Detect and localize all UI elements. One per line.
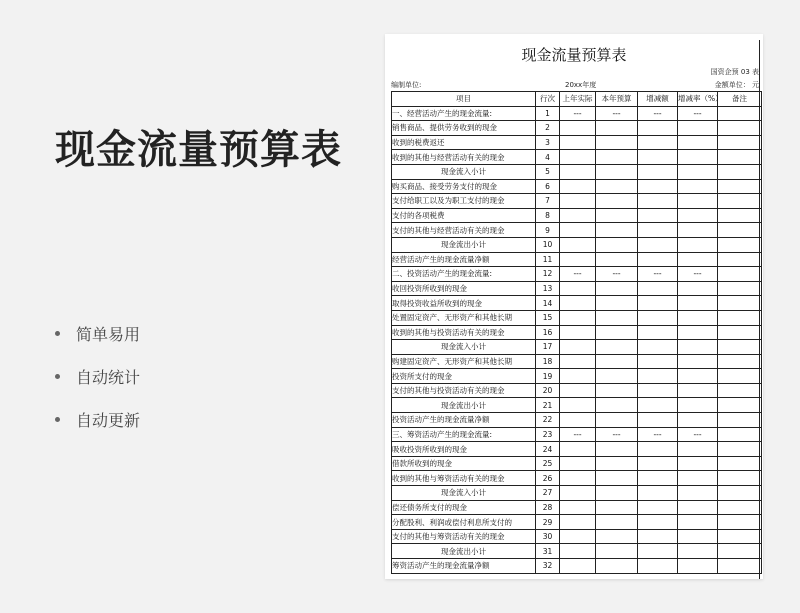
- row-value-cell[interactable]: [560, 413, 596, 428]
- row-value-cell[interactable]: [718, 369, 762, 384]
- row-item-label: 一、经营活动产生的现金流量:: [392, 106, 536, 121]
- row-value-cell[interactable]: [718, 194, 762, 209]
- row-value-cell[interactable]: [718, 544, 762, 559]
- row-line-number: 21: [536, 398, 560, 413]
- feature-item: [55, 398, 140, 441]
- row-value-cell[interactable]: [638, 164, 678, 179]
- row-value-cell[interactable]: [638, 456, 678, 471]
- row-value-cell[interactable]: [560, 486, 596, 501]
- table-row: [392, 544, 762, 559]
- sheet-title: 现金流量预算表: [521, 46, 627, 64]
- row-value-cell[interactable]: [678, 559, 718, 574]
- row-value-cell[interactable]: [560, 354, 596, 369]
- row-value-cell[interactable]: [678, 121, 718, 136]
- row-value-cell[interactable]: [718, 471, 762, 486]
- table-body: [392, 106, 762, 573]
- row-item-label: 现金流入小计: [392, 340, 536, 355]
- row-value-cell[interactable]: [718, 135, 762, 150]
- row-value-cell[interactable]: ---: [678, 106, 718, 121]
- row-value-cell[interactable]: ---: [678, 267, 718, 282]
- row-value-cell[interactable]: [596, 194, 638, 209]
- table-row: [392, 442, 762, 457]
- row-value-cell[interactable]: [718, 296, 762, 311]
- table-row: [392, 121, 762, 136]
- table-row: [392, 559, 762, 574]
- row-value-cell[interactable]: [638, 413, 678, 428]
- table-row: [392, 369, 762, 384]
- row-value-cell[interactable]: ---: [638, 267, 678, 282]
- row-value-cell[interactable]: [560, 529, 596, 544]
- row-value-cell[interactable]: [678, 456, 718, 471]
- row-value-cell[interactable]: [596, 544, 638, 559]
- table-row: [392, 515, 762, 530]
- row-value-cell[interactable]: [718, 515, 762, 530]
- row-item-label: 购买商品、接受劳务支付的现金: [392, 179, 536, 194]
- row-value-cell[interactable]: [596, 179, 638, 194]
- row-value-cell[interactable]: ---: [596, 106, 638, 121]
- row-value-cell[interactable]: [560, 383, 596, 398]
- row-value-cell[interactable]: [560, 223, 596, 238]
- row-value-cell[interactable]: [678, 486, 718, 501]
- row-item-label: 支付的各项税费: [392, 208, 536, 223]
- row-value-cell[interactable]: [596, 252, 638, 267]
- row-value-cell[interactable]: [638, 486, 678, 501]
- row-value-cell[interactable]: [718, 325, 762, 340]
- feature-list: [55, 312, 140, 441]
- row-value-cell[interactable]: [596, 413, 638, 428]
- spreadsheet-preview: [385, 34, 763, 579]
- row-value-cell[interactable]: [638, 383, 678, 398]
- row-value-cell[interactable]: [718, 179, 762, 194]
- feature-label: 自动更新: [76, 411, 141, 430]
- row-item-label: 支付的其他与投资活动有关的现金: [392, 383, 536, 398]
- row-item-label: 经营活动产生的现金流量净额: [392, 252, 536, 267]
- row-value-cell[interactable]: [678, 340, 718, 355]
- row-value-cell[interactable]: [638, 544, 678, 559]
- row-value-cell[interactable]: [560, 237, 596, 252]
- row-line-number: 22: [536, 413, 560, 428]
- row-value-cell[interactable]: [560, 179, 596, 194]
- row-line-number: 25: [536, 456, 560, 471]
- row-line-number: 7: [536, 194, 560, 209]
- table-row: [392, 427, 762, 442]
- row-value-cell[interactable]: [678, 383, 718, 398]
- row-value-cell[interactable]: [596, 150, 638, 165]
- column-header-line-no: 行次: [536, 92, 560, 107]
- row-item-label: 现金流入小计: [392, 164, 536, 179]
- row-value-cell[interactable]: [596, 500, 638, 515]
- table-row: [392, 106, 762, 121]
- row-value-cell[interactable]: [718, 267, 762, 282]
- row-line-number: 24: [536, 442, 560, 457]
- row-value-cell[interactable]: [560, 456, 596, 471]
- row-line-number: 17: [536, 340, 560, 355]
- row-item-label: 借款所收到的现金: [392, 456, 536, 471]
- row-item-label: 收到的税费返还: [392, 135, 536, 150]
- row-item-label: 取得投资收益所收到的现金: [392, 296, 536, 311]
- row-line-number: 12: [536, 267, 560, 282]
- row-value-cell[interactable]: [596, 354, 638, 369]
- row-value-cell[interactable]: ---: [596, 427, 638, 442]
- table-row: [392, 194, 762, 209]
- row-value-cell[interactable]: [638, 121, 678, 136]
- row-value-cell[interactable]: [678, 194, 718, 209]
- row-value-cell[interactable]: [560, 398, 596, 413]
- row-value-cell[interactable]: [718, 529, 762, 544]
- row-value-cell[interactable]: [560, 121, 596, 136]
- row-item-label: 偿还债务所支付的现金: [392, 500, 536, 515]
- row-line-number: 29: [536, 515, 560, 530]
- table-row: [392, 398, 762, 413]
- row-value-cell[interactable]: [596, 208, 638, 223]
- row-value-cell[interactable]: [678, 281, 718, 296]
- table-header-row: [392, 92, 762, 107]
- row-value-cell[interactable]: [596, 223, 638, 238]
- row-value-cell[interactable]: [638, 398, 678, 413]
- row-value-cell[interactable]: [678, 544, 718, 559]
- row-line-number: 8: [536, 208, 560, 223]
- row-value-cell[interactable]: [718, 500, 762, 515]
- row-item-label: 现金流出小计: [392, 237, 536, 252]
- row-line-number: 3: [536, 135, 560, 150]
- row-value-cell[interactable]: [678, 369, 718, 384]
- row-line-number: 30: [536, 529, 560, 544]
- row-value-cell[interactable]: [678, 442, 718, 457]
- row-value-cell[interactable]: [638, 223, 678, 238]
- bullet-icon: [55, 331, 60, 336]
- row-value-cell[interactable]: [560, 544, 596, 559]
- row-value-cell[interactable]: [718, 413, 762, 428]
- row-item-label: 支付给职工以及为职工支付的现金: [392, 194, 536, 209]
- row-line-number: 2: [536, 121, 560, 136]
- row-line-number: 16: [536, 325, 560, 340]
- row-line-number: 18: [536, 354, 560, 369]
- row-value-cell[interactable]: [560, 515, 596, 530]
- row-item-label: 投资所支付的现金: [392, 369, 536, 384]
- row-value-cell[interactable]: [638, 296, 678, 311]
- table-row: [392, 208, 762, 223]
- row-item-label: 二、投资活动产生的现金流量:: [392, 267, 536, 282]
- row-value-cell[interactable]: [560, 281, 596, 296]
- row-value-cell[interactable]: ---: [560, 427, 596, 442]
- row-item-label: 现金流入小计: [392, 486, 536, 501]
- form-code: 国资企预 03 表: [710, 68, 759, 76]
- row-item-label: 投资活动产生的现金流量净额: [392, 413, 536, 428]
- table-row: [392, 340, 762, 355]
- bullet-icon: [55, 417, 60, 422]
- row-value-cell[interactable]: [718, 121, 762, 136]
- column-header-this-year: 本年预算: [596, 92, 638, 107]
- row-value-cell[interactable]: [678, 310, 718, 325]
- row-value-cell[interactable]: [560, 369, 596, 384]
- table-row: [392, 413, 762, 428]
- row-value-cell[interactable]: [678, 135, 718, 150]
- row-value-cell[interactable]: [560, 310, 596, 325]
- row-value-cell[interactable]: [560, 325, 596, 340]
- row-line-number: 4: [536, 150, 560, 165]
- row-value-cell[interactable]: [596, 325, 638, 340]
- row-line-number: 23: [536, 427, 560, 442]
- table-row: [392, 179, 762, 194]
- row-item-label: 现金流出小计: [392, 398, 536, 413]
- row-item-label: 销售商品、提供劳务收到的现金: [392, 121, 536, 136]
- feature-label: 自动统计: [76, 368, 141, 387]
- row-line-number: 6: [536, 179, 560, 194]
- row-item-label: 现金流出小计: [392, 544, 536, 559]
- fiscal-year: 20xx年度: [565, 81, 597, 89]
- table-row: [392, 486, 762, 501]
- feature-label: 简单易用: [76, 325, 141, 344]
- row-value-cell[interactable]: [638, 252, 678, 267]
- table-row: [392, 150, 762, 165]
- row-value-cell[interactable]: [560, 559, 596, 574]
- row-value-cell[interactable]: [638, 237, 678, 252]
- row-value-cell[interactable]: [678, 223, 718, 238]
- row-item-label: 分配股利、利润或偿付利息所支付的: [392, 515, 536, 530]
- row-value-cell[interactable]: [718, 340, 762, 355]
- row-line-number: 9: [536, 223, 560, 238]
- row-value-cell[interactable]: [638, 559, 678, 574]
- row-value-cell[interactable]: [638, 500, 678, 515]
- row-line-number: 26: [536, 471, 560, 486]
- row-value-cell[interactable]: [718, 150, 762, 165]
- row-value-cell[interactable]: [638, 150, 678, 165]
- row-value-cell[interactable]: [718, 281, 762, 296]
- row-value-cell[interactable]: ---: [678, 427, 718, 442]
- row-value-cell[interactable]: [718, 486, 762, 501]
- row-value-cell[interactable]: [678, 325, 718, 340]
- row-value-cell[interactable]: [718, 164, 762, 179]
- table-row: [392, 383, 762, 398]
- table-row: [392, 325, 762, 340]
- row-value-cell[interactable]: [638, 369, 678, 384]
- column-header-change: 增减额: [638, 92, 678, 107]
- row-value-cell[interactable]: [718, 106, 762, 121]
- table-row: [392, 135, 762, 150]
- row-value-cell[interactable]: [596, 237, 638, 252]
- row-value-cell[interactable]: [638, 442, 678, 457]
- row-value-cell[interactable]: [718, 427, 762, 442]
- row-value-cell[interactable]: [718, 456, 762, 471]
- row-item-label: 收回投资所收到的现金: [392, 281, 536, 296]
- row-line-number: 20: [536, 383, 560, 398]
- row-value-cell[interactable]: [560, 194, 596, 209]
- row-value-cell[interactable]: [638, 340, 678, 355]
- row-value-cell[interactable]: [560, 150, 596, 165]
- row-line-number: 1: [536, 106, 560, 121]
- row-value-cell[interactable]: [638, 281, 678, 296]
- feature-item: [55, 355, 140, 398]
- table-row: [392, 237, 762, 252]
- row-value-cell[interactable]: [596, 135, 638, 150]
- row-line-number: 13: [536, 281, 560, 296]
- row-value-cell[interactable]: [596, 456, 638, 471]
- row-value-cell[interactable]: [678, 413, 718, 428]
- row-value-cell[interactable]: [718, 208, 762, 223]
- row-value-cell[interactable]: [678, 500, 718, 515]
- row-value-cell[interactable]: [638, 194, 678, 209]
- row-value-cell[interactable]: [596, 369, 638, 384]
- page-title: 现金流量预算表: [55, 127, 342, 173]
- table-row: [392, 252, 762, 267]
- row-value-cell[interactable]: [678, 252, 718, 267]
- row-value-cell[interactable]: [596, 529, 638, 544]
- row-value-cell[interactable]: [678, 164, 718, 179]
- row-value-cell[interactable]: [718, 442, 762, 457]
- row-value-cell[interactable]: [638, 471, 678, 486]
- row-value-cell[interactable]: [638, 179, 678, 194]
- row-value-cell[interactable]: [638, 310, 678, 325]
- row-item-label: 三、筹资活动产生的现金流量:: [392, 427, 536, 442]
- row-value-cell[interactable]: [596, 340, 638, 355]
- column-header-last-year: 上年实际: [560, 92, 596, 107]
- row-value-cell[interactable]: [638, 354, 678, 369]
- row-value-cell[interactable]: [678, 150, 718, 165]
- row-item-label: 购建固定资产、无形资产和其他长期: [392, 354, 536, 369]
- bullet-icon: [55, 374, 60, 379]
- row-value-cell[interactable]: [718, 237, 762, 252]
- row-value-cell[interactable]: [678, 179, 718, 194]
- row-value-cell[interactable]: [638, 135, 678, 150]
- row-value-cell[interactable]: ---: [638, 427, 678, 442]
- row-value-cell[interactable]: [596, 442, 638, 457]
- column-header-remark: 备注: [718, 92, 762, 107]
- row-item-label: 处置固定资产、无形资产和其他长期: [392, 310, 536, 325]
- row-value-cell[interactable]: [596, 471, 638, 486]
- row-value-cell[interactable]: [678, 354, 718, 369]
- row-value-cell[interactable]: [638, 529, 678, 544]
- row-item-label: 收到的其他与筹资活动有关的现金: [392, 471, 536, 486]
- row-value-cell[interactable]: [718, 383, 762, 398]
- row-value-cell[interactable]: [718, 398, 762, 413]
- row-value-cell[interactable]: [560, 340, 596, 355]
- row-value-cell[interactable]: [638, 208, 678, 223]
- row-value-cell[interactable]: [718, 310, 762, 325]
- table-row: [392, 223, 762, 238]
- row-value-cell[interactable]: ---: [596, 267, 638, 282]
- row-value-cell[interactable]: [678, 471, 718, 486]
- row-item-label: 收到的其他与经营活动有关的现金: [392, 150, 536, 165]
- table-row: [392, 267, 762, 282]
- row-value-cell[interactable]: [560, 252, 596, 267]
- amount-unit: 金额单位： 元: [714, 81, 759, 89]
- table-row: [392, 310, 762, 325]
- row-value-cell[interactable]: [718, 223, 762, 238]
- row-line-number: 10: [536, 237, 560, 252]
- row-item-label: 筹资活动产生的现金流量净额: [392, 559, 536, 574]
- row-value-cell[interactable]: [678, 398, 718, 413]
- row-value-cell[interactable]: [678, 515, 718, 530]
- row-value-cell[interactable]: [560, 208, 596, 223]
- row-value-cell[interactable]: [596, 310, 638, 325]
- row-value-cell[interactable]: [596, 515, 638, 530]
- row-value-cell[interactable]: ---: [560, 106, 596, 121]
- row-value-cell[interactable]: [596, 296, 638, 311]
- row-line-number: 11: [536, 252, 560, 267]
- row-value-cell[interactable]: [678, 208, 718, 223]
- row-line-number: 31: [536, 544, 560, 559]
- feature-item: [55, 312, 140, 355]
- table-row: [392, 164, 762, 179]
- row-item-label: 吸收投资所收到的现金: [392, 442, 536, 457]
- row-value-cell[interactable]: [678, 529, 718, 544]
- row-value-cell[interactable]: [560, 164, 596, 179]
- row-value-cell[interactable]: [718, 559, 762, 574]
- row-value-cell[interactable]: [638, 515, 678, 530]
- preparing-unit-label: 编制单位:: [391, 81, 422, 89]
- table-row: [392, 296, 762, 311]
- row-value-cell[interactable]: [718, 252, 762, 267]
- row-line-number: 27: [536, 486, 560, 501]
- row-line-number: 32: [536, 559, 560, 574]
- row-item-label: 收到的其他与投资活动有关的现金: [392, 325, 536, 340]
- row-value-cell[interactable]: [596, 281, 638, 296]
- row-value-cell[interactable]: [596, 398, 638, 413]
- row-line-number: 15: [536, 310, 560, 325]
- row-value-cell[interactable]: [596, 164, 638, 179]
- row-value-cell[interactable]: [718, 354, 762, 369]
- table-row: [392, 500, 762, 515]
- row-value-cell[interactable]: [596, 383, 638, 398]
- budget-table: [391, 91, 762, 574]
- row-value-cell[interactable]: [560, 135, 596, 150]
- row-line-number: 19: [536, 369, 560, 384]
- row-item-label: 支付的其他与经营活动有关的现金: [392, 223, 536, 238]
- table-row: [392, 354, 762, 369]
- table-row: [392, 471, 762, 486]
- table-row: [392, 281, 762, 296]
- row-value-cell[interactable]: [678, 296, 718, 311]
- table-row: [392, 456, 762, 471]
- column-header-item: 项目: [392, 92, 536, 107]
- row-value-cell[interactable]: [596, 486, 638, 501]
- row-item-label: 支付的其他与筹资活动有关的现金: [392, 529, 536, 544]
- row-value-cell[interactable]: ---: [560, 267, 596, 282]
- row-line-number: 5: [536, 164, 560, 179]
- row-value-cell[interactable]: [596, 121, 638, 136]
- row-value-cell[interactable]: [560, 500, 596, 515]
- row-value-cell[interactable]: [560, 471, 596, 486]
- row-value-cell[interactable]: [560, 442, 596, 457]
- row-value-cell[interactable]: ---: [638, 106, 678, 121]
- row-value-cell[interactable]: [560, 296, 596, 311]
- row-value-cell[interactable]: [596, 559, 638, 574]
- row-value-cell[interactable]: [678, 237, 718, 252]
- column-header-change-rate: 增减率（%）: [678, 92, 718, 107]
- table-row: [392, 529, 762, 544]
- row-value-cell[interactable]: [638, 325, 678, 340]
- row-line-number: 14: [536, 296, 560, 311]
- row-line-number: 28: [536, 500, 560, 515]
